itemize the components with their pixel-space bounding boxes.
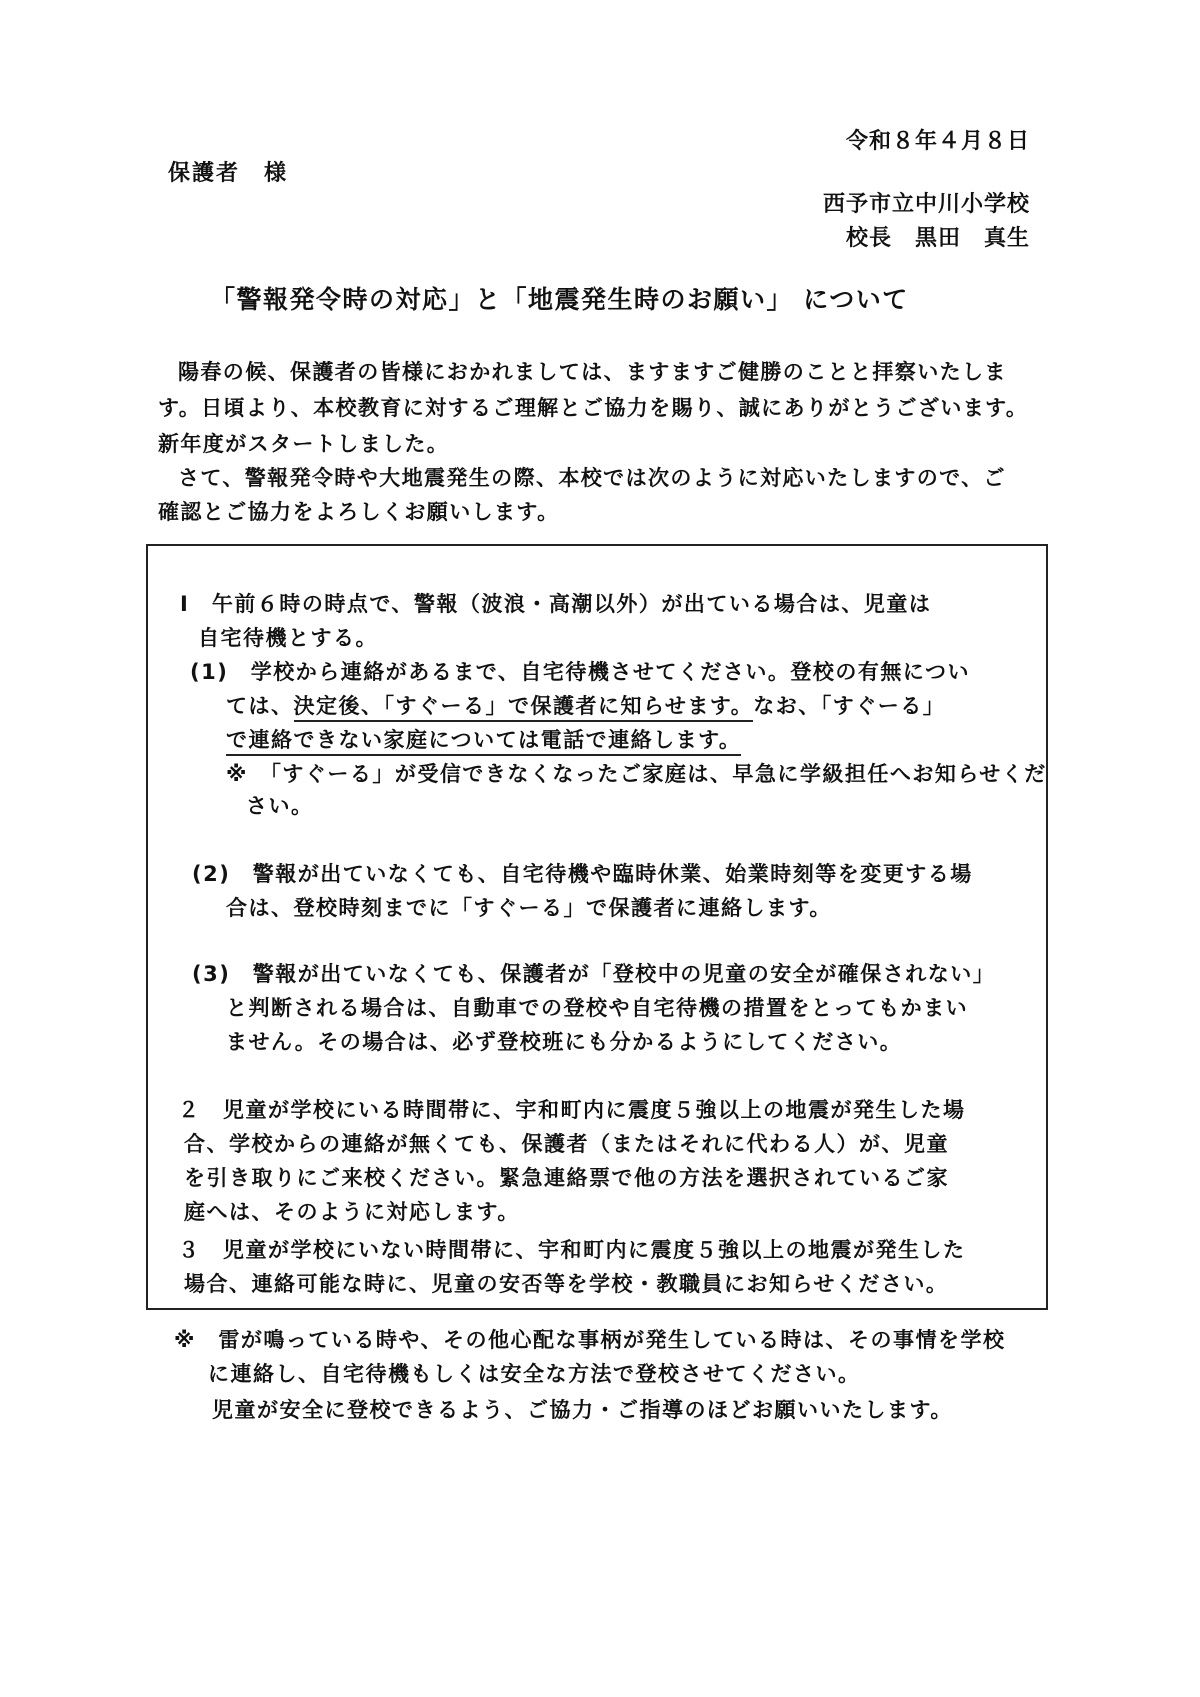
sub-1-line-2 — [226, 690, 945, 720]
intro-line-3: 新年度がスタートしました。 — [158, 432, 450, 456]
sub-3-line-2: と判断される場合は、自動車での登校や自宅待機の措置をとってもかまい — [226, 996, 969, 1020]
note-1-line-2: さい。 — [246, 794, 314, 818]
closing-line: 児童が安全に登校できるよう、ご協力・ご指導のほどお願いいたします。 — [212, 1398, 953, 1422]
issue-date: 令和８年４月８日 — [845, 129, 1030, 154]
sub-1-line-2-post: なお、「すぐーる」 — [753, 694, 946, 718]
sub-3-line-3: ません。その場合は、必ず登校班にも分かるようにしてください。 — [226, 1030, 903, 1054]
item-2-line-3: を引き取りにご来校ください。緊急連絡票で他の方法を選択されているご家 — [184, 1166, 949, 1190]
item-3-line-2: 場合、連絡可能な時に、児童の安否等を学校・教職員にお知らせください。 — [184, 1272, 949, 1296]
sub-1-line-3 — [226, 724, 741, 754]
item-1-line-1: Ⅰ 午前６時の時点で、警報（波浪・高潮以外）が出ている場合は、児童は — [180, 592, 932, 616]
addressee: 保護者 様 — [168, 161, 289, 186]
sender-school: 西予市立中川小学校 — [822, 192, 1030, 217]
intro-line-1: 陽春の候、保護者の皆様におかれましては、ますますご健勝のことと拝察いたしま — [178, 360, 1007, 384]
sub-3-line-1: (3) 警報が出ていなくても、保護者が「登校中の児童の安全が確保されない」 — [192, 962, 996, 986]
sub-2-line-2: 合は、登校時刻までに「すぐーる」で保護者に連絡します。 — [226, 896, 832, 920]
item-2-line-2: 合、学校からの連絡が無くても、保護者（またはそれに代わる人）が、児童 — [184, 1132, 949, 1156]
sub-1-underlined: 決定後、「すぐーる」で保護者に知らせます。 — [294, 694, 754, 722]
sub-1-line-2-pre: ては、 — [226, 694, 294, 718]
intro-line-2: す。日頃より、本校教育に対するご理解とご協力を賜り、誠にありがとうございます。 — [158, 396, 1029, 420]
sub-1-line-3-text: で連絡できない家庭については電話で連絡します。 — [226, 728, 741, 756]
item-2-line-1: ２ 児童が学校にいる時間帯に、宇和町内に震度５強以上の地震が発生した場 — [178, 1098, 966, 1122]
sender-block — [823, 188, 1030, 256]
note-1-line-1: ※ 「すぐーる」が受信できなくなったご家庭は、早急に学級担任へお知らせくだ — [226, 762, 1047, 786]
sender-principal: 校長 黒田 真生 — [845, 226, 1030, 251]
footer-note-line-1: ※ 雷が鳴っている時や、その他心配な事柄が発生している時は、その事情を学校 — [174, 1328, 1006, 1352]
item-3-line-1: ３ 児童が学校にいない時間帯に、宇和町内に震度５強以上の地震が発生した — [178, 1238, 966, 1262]
footer-note-line-2: に連絡し、自宅待機もしくは安全な方法で登校させてください。 — [208, 1362, 861, 1386]
sub-1-line-1: (1) 学校から連絡があるまで、自宅待機させてください。登校の有無につい — [190, 660, 970, 684]
page-title: 「警報発令時の対応」と「地震発生時のお願い」 について — [210, 285, 909, 314]
sub-2-line-1: (2) 警報が出ていなくても、自宅待機や臨時休業、始業時刻等を変更する場 — [192, 862, 973, 886]
item-1-line-2: 自宅待機とする。 — [198, 626, 378, 650]
item-2-line-4: 庭へは、そのように対応します。 — [184, 1200, 520, 1224]
intro-line-4: さて、警報発令時や大地震発生の際、本校では次のように対応いたしますので、ご — [178, 466, 1006, 490]
intro-line-5: 確認とご協力をよろしくお願いします。 — [158, 500, 560, 524]
